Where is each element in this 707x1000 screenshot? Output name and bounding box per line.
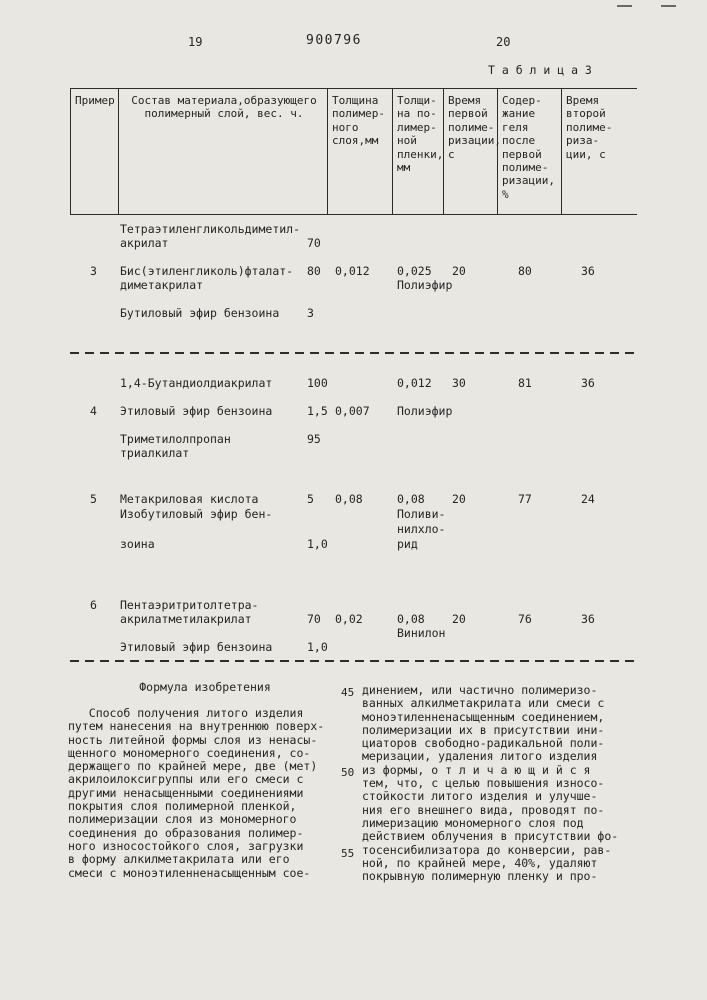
time-second: 36 [581, 376, 595, 390]
col-header-example-label: Пример [75, 94, 115, 107]
composition: 1,4-Бутандиолдиакрилат Этиловый эфир бензоина Триметилолпропан триалкилат [120, 376, 273, 460]
film-thickness: 0,08 Винилон [397, 612, 446, 640]
line-number-45: 45 [341, 686, 355, 699]
amount: 70 1,0 [307, 612, 328, 654]
col-header-time-first [444, 89, 501, 214]
example-number: 5 [90, 492, 97, 506]
film-thickness: 0,012 Полиэфир [397, 376, 453, 418]
col-header-time-first-label: Время первой полиме- ризации, с [448, 94, 501, 161]
amount: 70 80 3 [307, 236, 321, 320]
layer-thickness: 0,012 [335, 264, 370, 278]
composition: Метакриловая кислота Изобутиловый эфир бен- зоина [120, 492, 273, 551]
composition: Пентаэритритолтетра- акрилатметилакрилат Этиловый эфир бензоина [120, 598, 273, 654]
time-second: 36 [581, 264, 595, 278]
col-header-example [71, 89, 119, 214]
example-number: 4 [90, 404, 97, 418]
example-number: 6 [90, 598, 97, 612]
gel-content: 81 [518, 376, 532, 390]
table-bottom-rule [70, 660, 640, 662]
page-number-right: 20 [496, 35, 511, 49]
time-second: 36 [581, 612, 595, 626]
time-second: 24 [581, 492, 595, 506]
col-header-gel-content-label: Содер- жание геля после первой полиме- ризации, % [502, 94, 555, 201]
table-caption: Т а б л и ц а 3 [488, 63, 592, 77]
row-separator [70, 352, 640, 354]
line-number-50: 50 [341, 766, 355, 779]
film-thickness: 0,025 Полиэфир [397, 264, 453, 292]
formula-heading: Формула изобретения [139, 680, 271, 694]
col-header-gel-content [498, 89, 562, 214]
time-first: 20 [452, 264, 466, 278]
amount: 100 1,5 95 [307, 376, 328, 446]
time-first: 20 [452, 492, 466, 506]
col-header-composition [119, 89, 328, 214]
example-number: 3 [90, 264, 97, 278]
col-header-layer-thickness-label: Толщина полимер- ного слоя,мм [332, 94, 385, 148]
film-thickness: 0,08 Поливи- нилхло- рид [397, 492, 446, 551]
gel-content: 76 [518, 612, 532, 626]
scan-mark [661, 5, 676, 7]
col-header-layer-thickness [328, 89, 393, 214]
col-header-time-second-label: Время второй полиме- риза- ции, с [566, 94, 613, 161]
scan-mark [617, 5, 632, 7]
page-number-left: 19 [188, 35, 203, 49]
claims-left-column: Способ получения литого изделия путем нанесения на внутреннюю поверх- ность литейной формы слоя из ненасы- щенного мономерного соединения, со- держащего по крайней мере, две (мет) акрилоилоксигруппы или его смеси с другими ненасыщенными соединениями покрытия слоя полимерной пленкой, полимеризации слоя из мономерного соединения до образования полимер- ного износостойкого слоя, загрузки в форму алкилметакрилата или его смеси с моноэтиленненасыщенным сое- [68, 706, 325, 880]
col-header-film-thickness-label: Толщи- на по- лимер- ной пленки, мм [397, 94, 444, 175]
gel-content: 77 [518, 492, 532, 506]
layer-thickness: 0,007 [335, 404, 370, 418]
layer-thickness: 0,02 [335, 612, 363, 626]
time-first: 20 [452, 612, 466, 626]
composition: Тетраэтиленгликольдиметил- акрилат Бис(этиленгликоль)фталат- диметакрилат Бутиловый эфир бензоина [120, 222, 301, 320]
col-header-composition-label: Состав материала,образующего полимерный слой, вес. ч. [131, 94, 317, 121]
col-header-time-second [562, 89, 637, 214]
layer-thickness: 0,08 [335, 492, 363, 506]
col-header-film-thickness [393, 89, 444, 214]
line-number-55: 55 [341, 847, 355, 860]
claims-right-column: динением, или частично полимеризо- ванных алкилметакрилата или смеси с моноэтиленненасыщенным соединением, полимеризации их в присутствии ини- циаторов свободно-радикальной поли- меризации, удаления литого изделия из формы, о т л и ч а ю щ и й с я тем, что, с целью повышения износо- стойкости литого изделия и улучше- ния его внешнего вида, проводят по- лимеризацию мономерного слоя под действием облучения в присутствии фо- тосенсибилизатора до конверсии, рав- ной, по крайней мере, 40%, удаляют покрывную полимерную пленку и про- [362, 683, 619, 884]
time-first: 30 [452, 376, 466, 390]
patent-number: 900796 [306, 33, 362, 48]
table-header [70, 88, 637, 215]
gel-content: 80 [518, 264, 532, 278]
amount: 5 1,0 [307, 492, 328, 551]
